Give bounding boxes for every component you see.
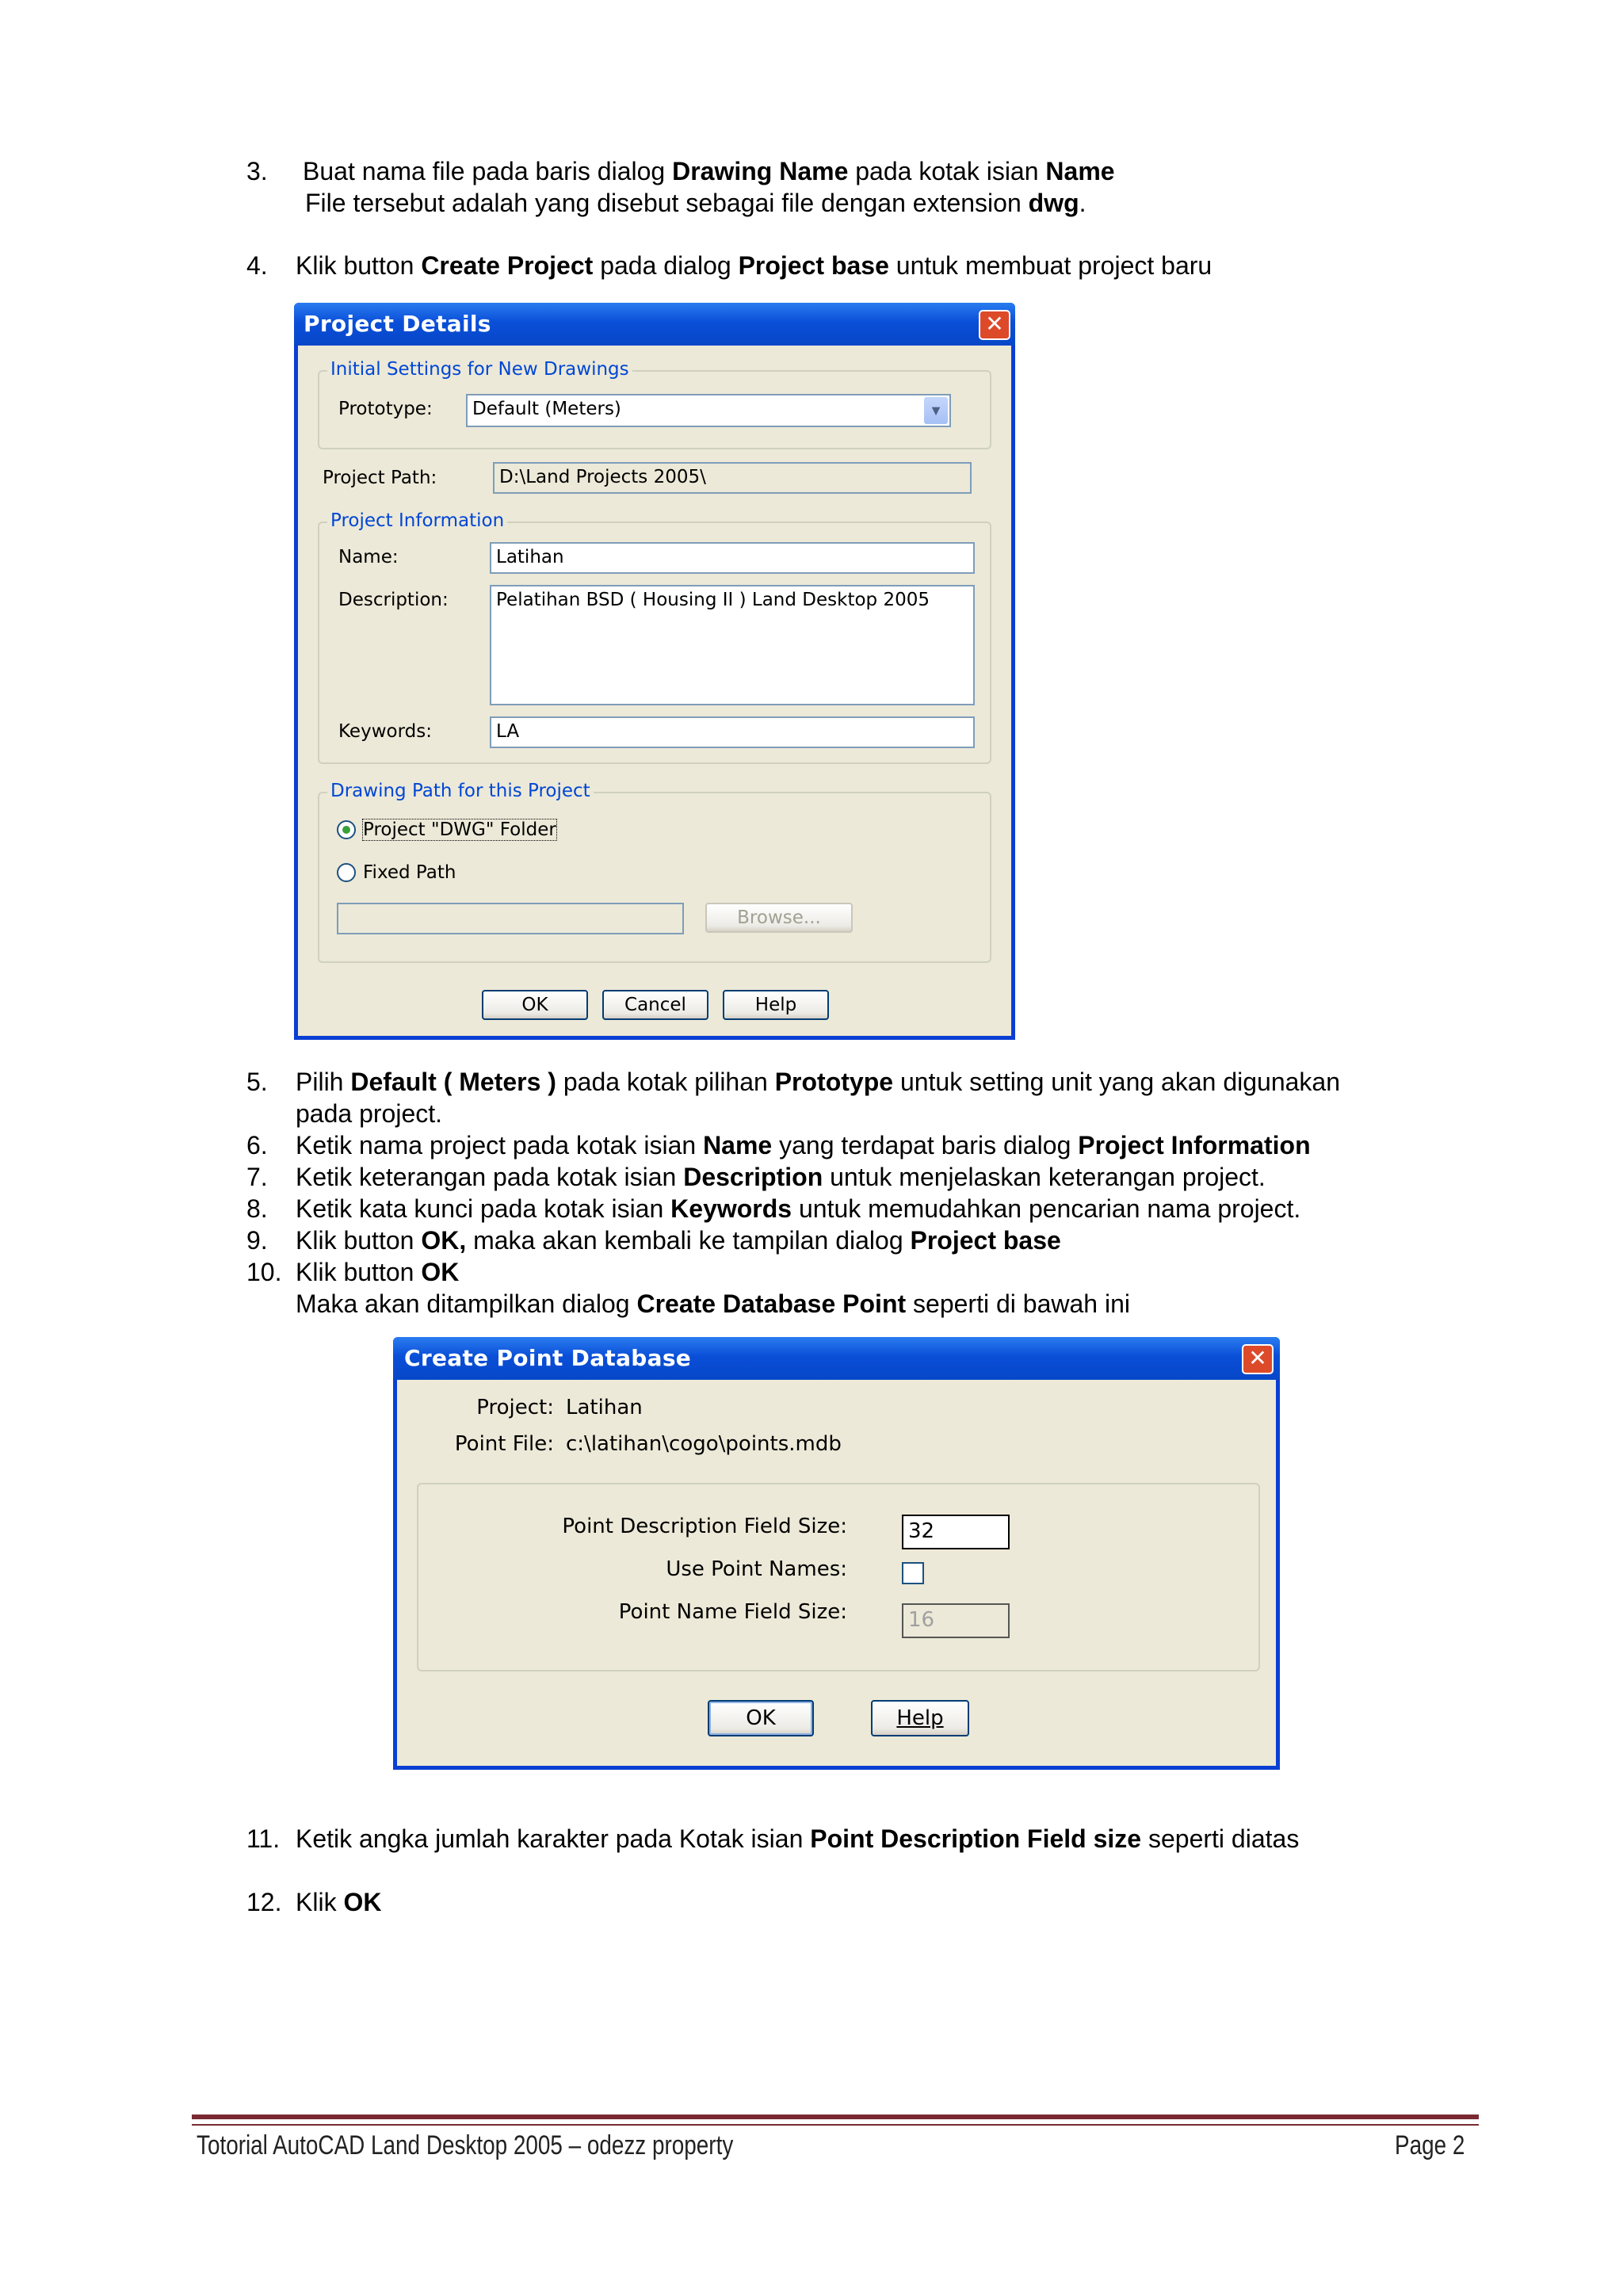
name-size-field: 16	[902, 1603, 1010, 1638]
name-field[interactable]: Latihan	[490, 542, 975, 574]
keywords-field[interactable]: LA	[490, 716, 975, 748]
fixed-path-radio[interactable]	[337, 863, 356, 882]
close-icon: ✕	[985, 311, 1004, 337]
step-number: 8.	[246, 1194, 268, 1223]
radio-label[interactable]: Project "DWG" Folder	[363, 819, 556, 840]
ok-button[interactable]: OK	[708, 1700, 814, 1736]
dialog-body	[397, 1380, 1276, 1766]
project-value: Latihan	[566, 1396, 643, 1419]
help-button[interactable]: Help	[871, 1700, 969, 1736]
prototype-select[interactable]: Default (Meters) ▼	[466, 394, 951, 427]
step-text-line2: File tersebut adalah yang disebut sebagai file dengan extension dwg.	[305, 189, 1086, 217]
step-text: Ketik keterangan pada kotak isian Description untuk menjelaskan keterangan project.	[296, 1163, 1266, 1191]
step-text: Ketik angka jumlah karakter pada Kotak isian Point Description Field size seperti diatas	[296, 1824, 1300, 1853]
help-button[interactable]: Help	[723, 990, 829, 1020]
step-text: Klik button Create Project pada dialog Project base untuk membuat project baru	[296, 251, 1212, 280]
group-legend: Drawing Path for this Project	[327, 781, 594, 801]
point-file-label: Point File:	[454, 1432, 554, 1456]
dialog-title-bar[interactable]	[393, 1337, 1280, 1380]
step-number: 12.	[246, 1888, 282, 1916]
step-text: Klik button OK, maka akan kembali ke tampilan dialog Project base	[296, 1226, 1061, 1255]
step-number: 3.	[246, 157, 268, 185]
project-label: Project:	[476, 1396, 554, 1419]
dialog-title: Create Point Database	[404, 1345, 692, 1371]
page-number: Page 2	[1395, 2130, 1465, 2160]
prototype-label: Prototype:	[338, 399, 433, 419]
point-settings-group	[417, 1483, 1260, 1671]
create-point-database-dialog	[393, 1337, 1280, 1770]
step-text: Buat nama file pada baris dialog Drawing Name pada kotak isian Name	[303, 157, 1115, 185]
desc-size-field[interactable]: 32	[902, 1515, 1010, 1549]
drawing-path-group	[318, 781, 991, 963]
browse-button: Browse...	[705, 903, 853, 933]
name-label: Name:	[338, 547, 399, 567]
project-details-dialog	[294, 303, 1015, 1040]
step-text: Ketik nama project pada kotak isian Name yang terdapat baris dialog Project Information	[296, 1131, 1311, 1159]
close-icon: ✕	[1248, 1345, 1267, 1371]
fixed-path-field	[337, 903, 684, 934]
footer-divider-thin	[192, 2124, 1479, 2126]
footer-divider	[192, 2115, 1479, 2119]
step-text: Klik OK	[296, 1888, 382, 1916]
description-field[interactable]: Pelatihan BSD ( Housing II ) Land Desktop 2005	[490, 585, 975, 705]
desc-size-label: Point Description Field Size:	[562, 1515, 847, 1538]
point-file-value: c:\latihan\cogo\points.mdb	[566, 1432, 842, 1456]
project-information-group	[318, 510, 991, 764]
use-point-names-checkbox[interactable]	[902, 1562, 924, 1584]
name-size-label: Point Name Field Size:	[618, 1600, 847, 1624]
step-number: 5.	[246, 1068, 268, 1096]
step-text-line2: pada project.	[296, 1099, 443, 1128]
step-number: 10.	[246, 1258, 282, 1286]
step-text-line2: Maka akan ditampilkan dialog Create Database Point seperti di bawah ini	[296, 1289, 1130, 1318]
step-number: 6.	[246, 1131, 268, 1159]
radio-label[interactable]: Fixed Path	[363, 862, 456, 883]
close-button[interactable]	[1242, 1344, 1274, 1374]
chevron-down-icon[interactable]: ▼	[924, 397, 948, 424]
step-number: 7.	[246, 1163, 268, 1191]
keywords-label: Keywords:	[338, 721, 432, 742]
cancel-button[interactable]: Cancel	[602, 990, 708, 1020]
project-path-field: D:\Land Projects 2005\	[493, 462, 972, 494]
step-number: 4.	[246, 251, 268, 280]
project-path-label: Project Path:	[323, 468, 437, 488]
project-dwg-folder-radio[interactable]	[337, 820, 356, 839]
ok-button[interactable]: OK	[482, 990, 588, 1020]
use-names-label: Use Point Names:	[666, 1557, 847, 1581]
step-number: 11.	[246, 1824, 281, 1853]
step-text: Klik button OK	[296, 1258, 460, 1286]
description-label: Description:	[338, 590, 449, 610]
dialog-title: Project Details	[304, 311, 491, 337]
group-legend: Initial Settings for New Drawings	[327, 359, 632, 380]
close-button[interactable]	[979, 310, 1010, 340]
step-number: 9.	[246, 1226, 268, 1255]
footer-title: Totorial AutoCAD Land Desktop 2005 – odezz property	[197, 2130, 734, 2160]
group-legend: Project Information	[327, 510, 507, 531]
initial-settings-group	[318, 359, 991, 449]
dialog-title-bar[interactable]	[294, 303, 1015, 346]
step-text: Ketik kata kunci pada kotak isian Keywords untuk memudahkan pencarian nama project.	[296, 1194, 1301, 1223]
step-text: Pilih Default ( Meters ) pada kotak pilihan Prototype untuk setting unit yang akan digunakan	[296, 1068, 1341, 1096]
dialog-body	[298, 346, 1011, 1036]
